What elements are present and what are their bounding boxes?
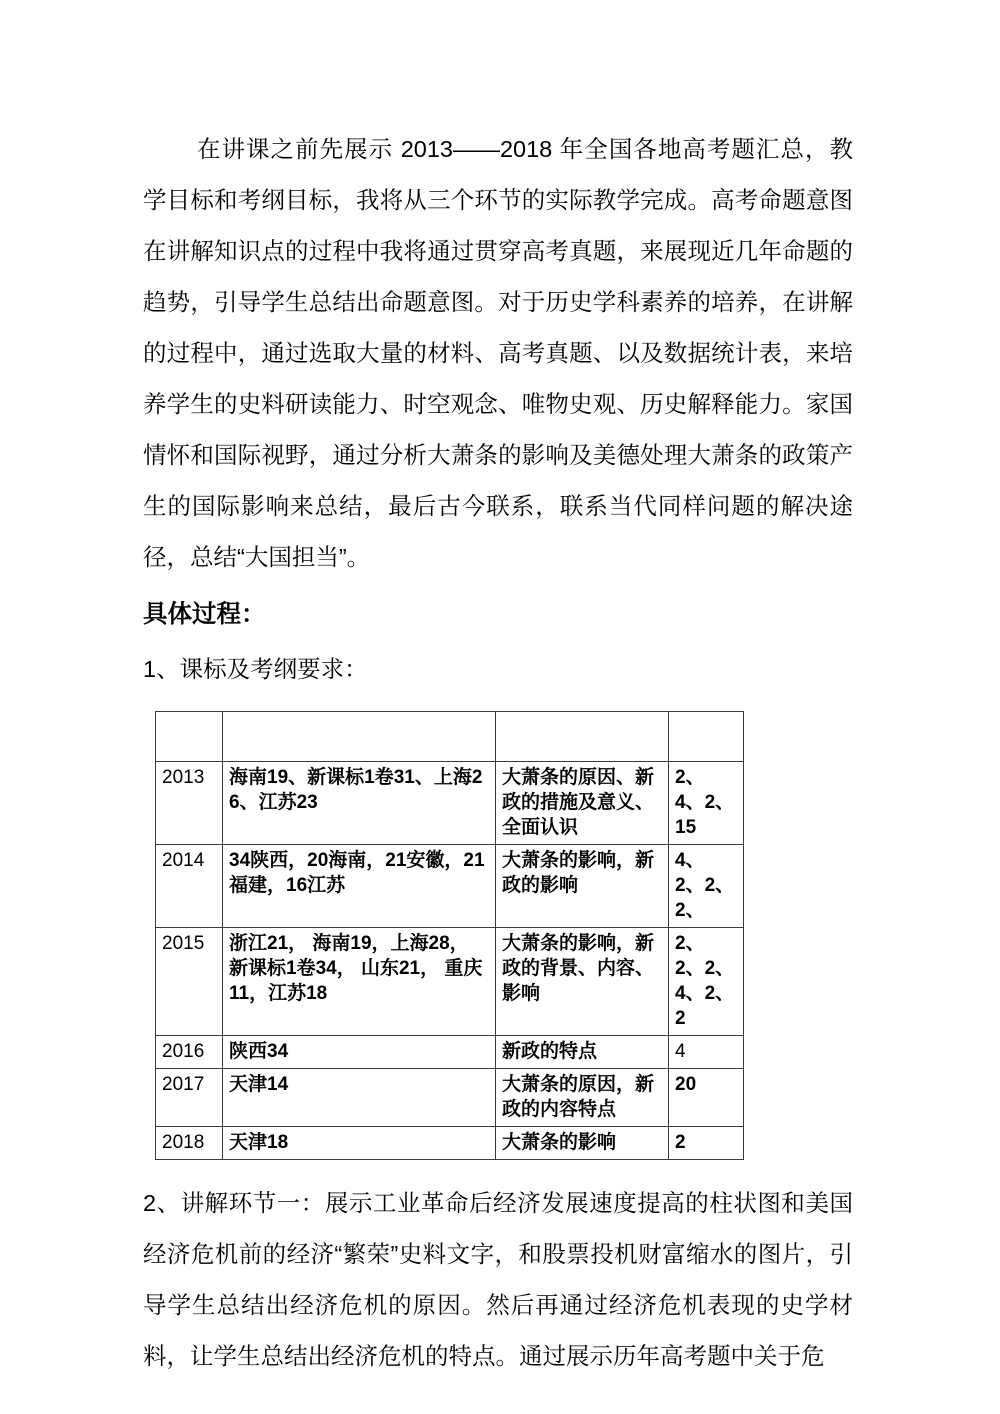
exam-summary-table [155, 711, 744, 1160]
document-content [143, 124, 853, 1382]
header-cell-items [223, 712, 496, 762]
list-item-two-paragraph: 2、讲解环节一：展示工业革命后经济发展速度提高的柱状图和美国经济危机前的经济“繁荣”史料文字，和股票投机财富缩水的图片，引导学生总结出经济危机的原因。然后再通过经济危机表现的史学材料，让学生总结出经济危机的特点。通过展示历年高考题中关于危 [143, 1190, 853, 1369]
cell-items: 34陕西，20海南，21安徽，21福建，16江苏 [223, 845, 496, 928]
table-row [156, 1036, 744, 1069]
intro-paragraph: 在讲课之前先展示 2013——2018 年全国各地高考题汇总，教学目标和考纲目标，我将从三个环节的实际教学完成。高考命题意图在讲解知识点的过程中我将通过贯穿高考真题，来展现近几年命题的趋势，引导学生总结出命题意图。对于历史学科素养的培养，在讲解的过程中，通过选取大量的材料、高考真题、以及数据统计表，来培养学生的史料研读能力、时空观念、唯物史观、历史解释能力。家国情怀和国际视野，通过分析大萧条的影响及美德处理大萧条的政策产生的国际影响来总结，最后古今联系，联系当代同样问题的解决途径，总结“大国担当”。 [143, 136, 853, 570]
table-header-row [156, 712, 744, 762]
cell-count: 2 [669, 1127, 744, 1160]
cell-year: 2017 [156, 1069, 223, 1127]
table-body [156, 712, 744, 1160]
section-heading: 具体过程： [143, 601, 266, 628]
table-row [156, 762, 744, 845]
cell-count: 4、 2、2、 2、 [669, 845, 744, 928]
cell-year: 2015 [156, 928, 223, 1036]
cell-year: 2013 [156, 762, 223, 845]
table-row [156, 1069, 744, 1127]
table-row [156, 845, 744, 928]
table-row [156, 928, 744, 1036]
cell-count: 2、 2、2、 4、2、 2 [669, 928, 744, 1036]
cell-count: 4 [669, 1036, 744, 1069]
table-row [156, 1127, 744, 1160]
cell-items: 浙江21， 海南19，上海28， 新课标1卷34， 山东21， 重庆11，江苏18 [223, 928, 496, 1036]
cell-year: 2016 [156, 1036, 223, 1069]
cell-topic: 大萧条的影响，新政的背景、内容、影响 [496, 928, 669, 1036]
cell-items: 海南19、新课标1卷31、上海26、江苏23 [223, 762, 496, 845]
header-cell-count [669, 712, 744, 762]
cell-topic: 新政的特点 [496, 1036, 669, 1069]
cell-items: 天津18 [223, 1127, 496, 1160]
cell-topic: 大萧条的原因，新政的内容特点 [496, 1069, 669, 1127]
cell-year: 2018 [156, 1127, 223, 1160]
cell-items: 陕西34 [223, 1036, 496, 1069]
cell-count: 2、 4、2、 15 [669, 762, 744, 845]
exam-summary-table-wrapper [155, 711, 853, 1160]
list-item-one-label: 1、课标及考纲要求： [143, 656, 368, 682]
cell-topic: 大萧条的原因、新政的措施及意义、全面认识 [496, 762, 669, 845]
header-cell-topic [496, 712, 669, 762]
cell-items: 天津14 [223, 1069, 496, 1127]
header-cell-year [156, 712, 223, 762]
cell-topic: 大萧条的影响 [496, 1127, 669, 1160]
cell-count: 20 [669, 1069, 744, 1127]
cell-year: 2014 [156, 845, 223, 928]
cell-topic: 大萧条的影响，新政的影响 [496, 845, 669, 928]
